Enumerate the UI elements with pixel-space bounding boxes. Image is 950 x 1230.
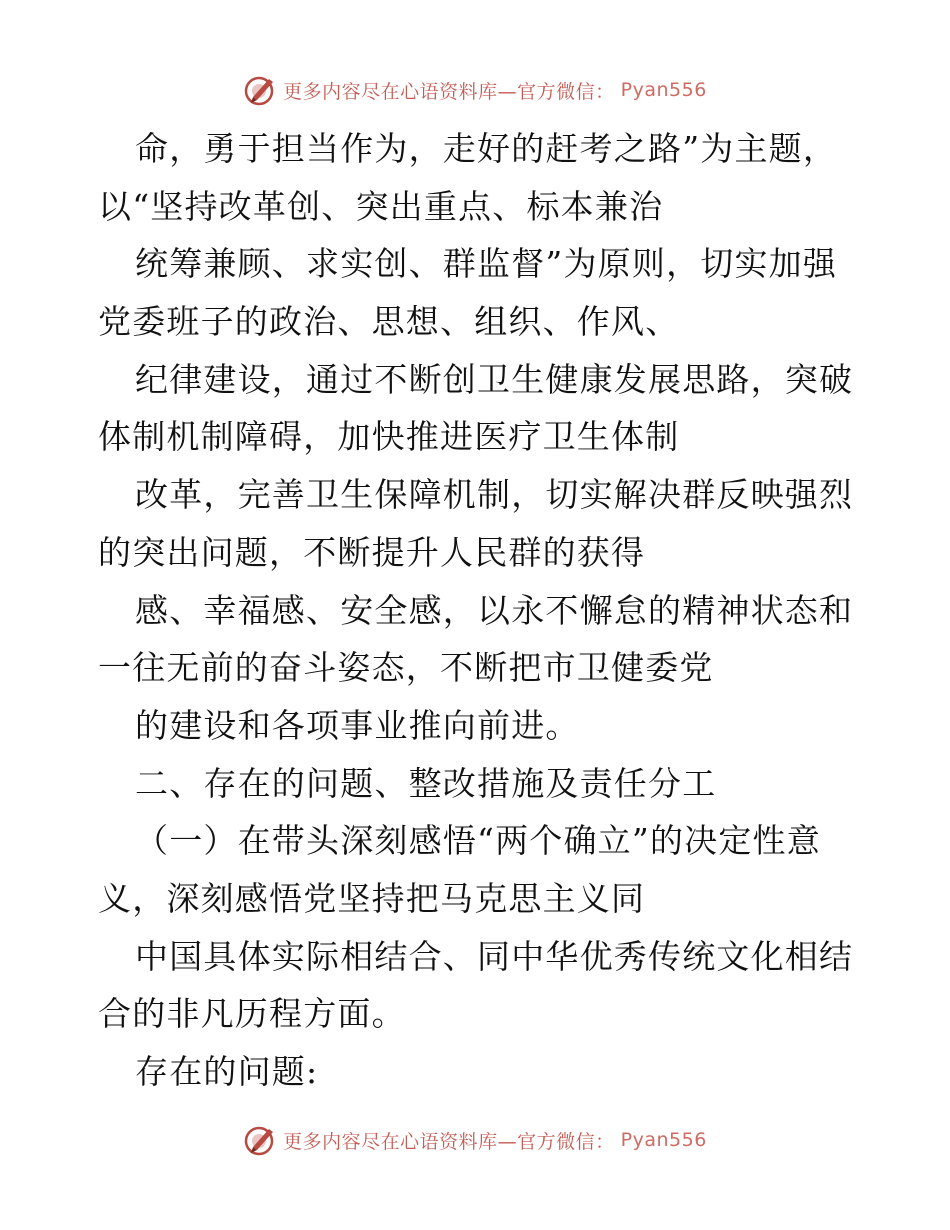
text-line: 党委班子的政治、思想、组织、作风、	[98, 302, 680, 342]
header-watermark	[0, 70, 950, 110]
text-line: 一往无前的奋斗姿态，不断把市卫健委党	[98, 648, 714, 688]
text-line: 的建设和各项事业推向前进。	[135, 705, 580, 745]
watermark-text: 更多内容尽在心语资料库—官方微信：	[283, 80, 615, 103]
text-line: 义，深刻感悟党坚持把马克思主义同	[98, 878, 646, 918]
text-line: 以“坚持改革创、突出重点、标本兼治	[98, 186, 664, 226]
text-line: 统筹兼顾、求实创、群监督”为原则，切实加强	[135, 244, 838, 284]
watermark-wechat-id: Pyan556	[620, 79, 707, 101]
footer-watermark	[0, 1120, 950, 1160]
text-line: 感、幸福感、安全感，以永不懈怠的精神状态和	[135, 590, 854, 630]
pen-seal-logo-icon	[243, 1123, 277, 1157]
text-line: 中国具体实际相结合、同中华优秀传统文化相结	[135, 936, 854, 976]
text-line: 的突出问题，不断提升人民群的获得	[98, 532, 646, 572]
watermark-text: 更多内容尽在心语资料库—官方微信：	[283, 1130, 615, 1153]
watermark-wechat-id: Pyan556	[620, 1129, 707, 1151]
text-line: 存在的问题:	[135, 1052, 319, 1091]
text-line: 二、存在的问题、整改措施及责任分工	[135, 763, 717, 803]
text-line: （一）在带头深刻感悟“两个确立”的决定性意	[135, 821, 821, 861]
text-line: 改革，完善卫生保障机制，切实解决群反映强烈	[135, 475, 854, 515]
text-line: 命，勇于担当作为，走好的赶考之路”为主题，	[135, 129, 838, 168]
document-body	[0, 120, 950, 1101]
text-line: 体制机制障碍，加快推进医疗卫生体制	[98, 417, 680, 457]
text-line: 纪律建设，通过不断创卫生健康发展思路，突破	[135, 359, 854, 399]
text-line: 合的非凡历程方面。	[98, 994, 406, 1034]
pen-seal-logo-icon	[243, 73, 277, 107]
